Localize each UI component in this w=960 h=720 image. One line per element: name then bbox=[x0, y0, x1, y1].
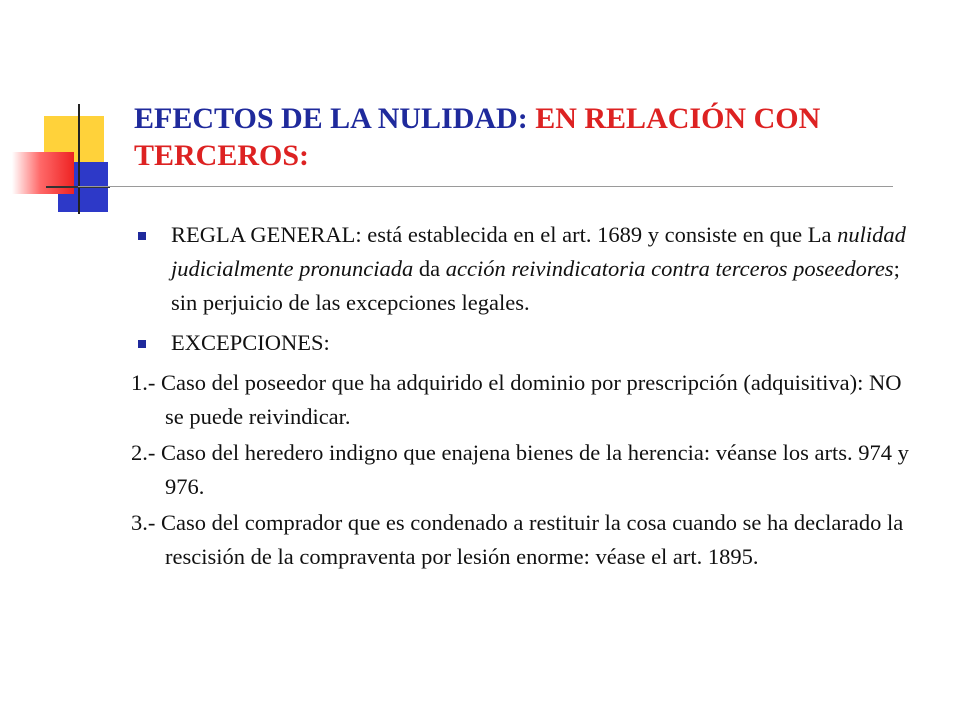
numbered-item: 3.- Caso del comprador que es condenado a restituir la cosa cuando se ha declarado la rescisión de la compraventa por lesión enorme: véase el art. 1895. bbox=[131, 510, 904, 569]
numbered-item: 2.- Caso del heredero indigno que enajena bienes de la herencia: véanse los arts. 974 y 976. bbox=[131, 440, 909, 499]
bullet-text: ; sin perjuicio de las excepciones legales. bbox=[171, 256, 900, 315]
slide-body bbox=[131, 218, 924, 576]
slide-title-part2: EN RELACIÓN CON TERCEROS: bbox=[134, 102, 821, 172]
slide-title bbox=[134, 100, 914, 174]
bullet-excepciones bbox=[134, 326, 924, 360]
numbered-item: 1.- Caso del poseedor que ha adquirido el dominio por prescripción (adquisitiva): NO se puede reivindicar. bbox=[131, 370, 902, 429]
bullet-text: EXCEPCIONES: bbox=[171, 330, 330, 355]
bullet-regla-general bbox=[134, 218, 924, 320]
decor-vertical-line bbox=[78, 104, 80, 214]
bullet-text: da bbox=[413, 256, 446, 281]
bullet-emphasis: nulidad judicialmente pronunciada bbox=[171, 222, 906, 281]
bullet-emphasis: acción reivindicatoria contra terceros poseedores bbox=[445, 256, 894, 281]
bullet-square-icon bbox=[138, 340, 146, 348]
bullet-square-icon bbox=[138, 232, 146, 240]
numbered-list bbox=[0, 366, 921, 574]
title-divider bbox=[78, 186, 893, 187]
corner-decoration bbox=[0, 0, 140, 230]
slide-title-part1: EFECTOS DE LA NULIDAD: bbox=[134, 102, 536, 135]
bullet-text: REGLA GENERAL: está establecida en el art. 1689 y consiste en que La bbox=[171, 222, 838, 247]
